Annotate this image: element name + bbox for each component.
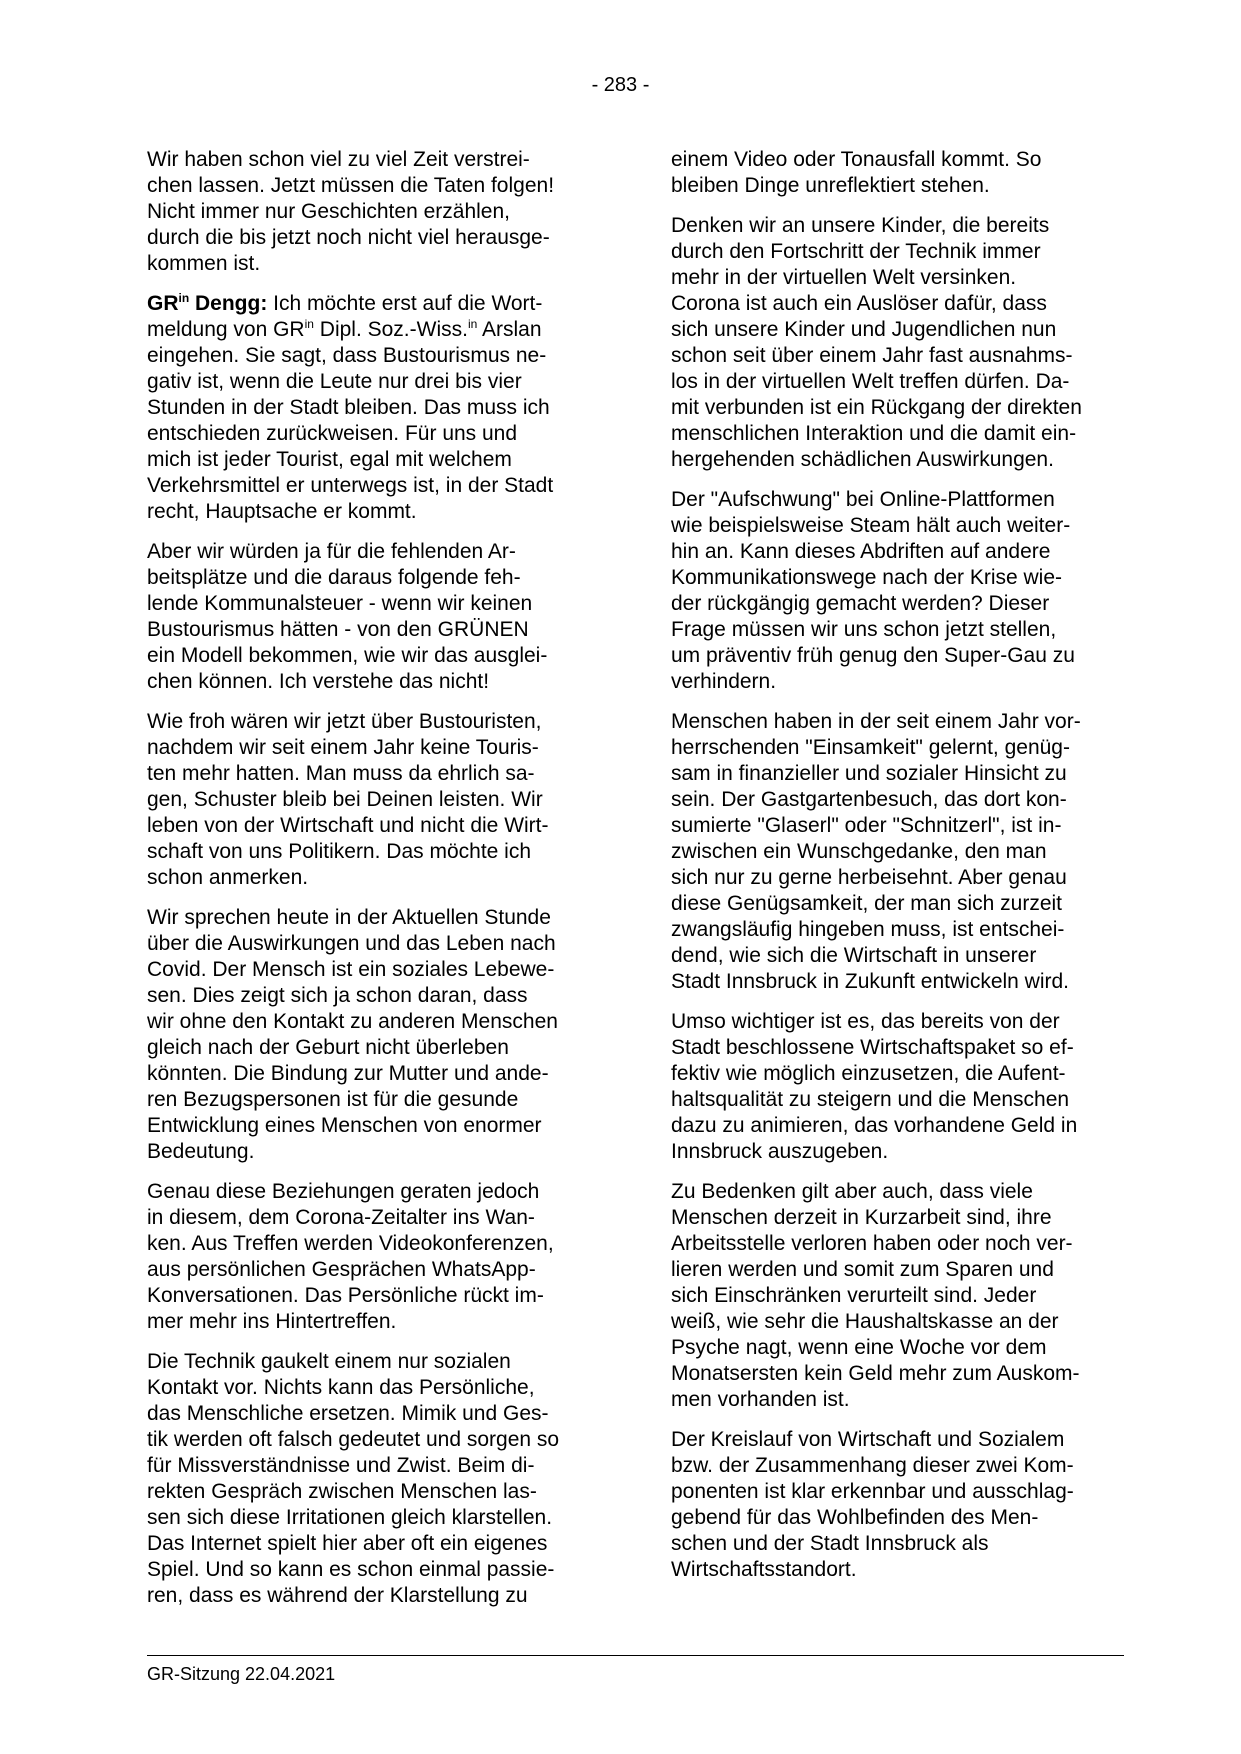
superscript: in (467, 317, 478, 331)
text-line: mehr in der virtuellen Welt versinken. (671, 266, 1017, 289)
text-line: Menschen derzeit in Kurzarbeit sind, ihre (671, 1206, 1052, 1229)
text-line: bzw. der Zusammenhang dieser zwei Kom- (671, 1454, 1074, 1477)
text-line: rekten Gespräch zwischen Menschen las- (147, 1480, 537, 1503)
text-line: Stadt beschlossene Wirtschaftspaket so ef- (671, 1036, 1074, 1059)
text-line: mit verbunden ist ein Rückgang der direkten (671, 396, 1082, 419)
text-line: weiß, wie sehr die Haushaltskasse an der (671, 1310, 1059, 1333)
footer-divider (147, 1655, 1124, 1656)
text-line: Die Technik gaukelt einem nur sozialen (147, 1350, 511, 1373)
footer-session-date: GR-Sitzung 22.04.2021 (147, 1664, 336, 1684)
text-line: in diesem, dem Corona-Zeitalter ins Wan- (147, 1206, 535, 1229)
text-line: chen lassen. Jetzt müssen die Taten folgen! (147, 174, 555, 197)
text-line: lende Kommunalsteuer - wenn wir keinen (147, 592, 533, 615)
text-line: Umso wichtiger ist es, das bereits von der (671, 1010, 1060, 1033)
paragraph (147, 539, 602, 695)
text-line: Konversationen. Das Persönliche rückt im- (147, 1284, 544, 1307)
text-line: durch den Fortschritt der Technik immer (671, 240, 1041, 263)
text-line: Wir haben schon viel zu viel Zeit verstrei- (147, 148, 530, 171)
text-line: der rückgängig gemacht werden? Dieser (671, 592, 1050, 615)
text-line: Genau diese Beziehungen geraten jedoch (147, 1180, 540, 1203)
text-line: Das Internet spielt hier aber oft ein eigenes (147, 1532, 548, 1555)
left-column (147, 147, 602, 1623)
text-line: einem Video oder Tonausfall kommt. So (671, 148, 1042, 171)
text-line: hin an. Kann dieses Abdriften auf andere (671, 540, 1051, 563)
text-line: Verkehrsmittel er unterwegs ist, in der Stadt (147, 474, 554, 497)
text-line: um präventiv früh genug den Super-Gau zu (671, 644, 1075, 667)
text-line: durch die bis jetzt noch nicht viel herausge- (147, 226, 550, 249)
text-line: aus persönlichen Gesprächen WhatsApp- (147, 1258, 536, 1281)
text-line: Monatsersten kein Geld mehr zum Auskom- (671, 1362, 1080, 1385)
text-line: schon anmerken. (147, 866, 309, 889)
text-line: dazu zu animieren, das vorhandene Geld in (671, 1114, 1078, 1137)
text-line: sich nur zu gerne herbeisehnt. Aber genau (671, 866, 1067, 889)
paragraph (671, 1179, 1126, 1413)
text-line: Der Kreislauf von Wirtschaft und Sozialem (671, 1428, 1065, 1451)
text-line (147, 317, 602, 343)
text-line: men vorhanden ist. (671, 1388, 850, 1411)
text-line: Nicht immer nur Geschichten erzählen, (147, 200, 510, 223)
text-line: Spiel. Und so kann es schon einmal passie- (147, 1558, 555, 1581)
speaker-surname: Dengg: (189, 292, 268, 315)
text-line: hergehenden schädlichen Auswirkungen. (671, 448, 1054, 471)
text-line: Psyche nagt, wenn eine Woche vor dem (671, 1336, 1047, 1359)
text-fragment: Dipl. Soz.-Wiss. (313, 318, 468, 341)
text-line: tik werden oft falsch gedeutet und sorgen so (147, 1428, 560, 1451)
text-line: Wie froh wären wir jetzt über Bustouristen, (147, 710, 542, 733)
text-line: gleich nach der Geburt nicht überleben (147, 1036, 509, 1059)
text-line: könnten. Die Bindung zur Mutter und ande- (147, 1062, 549, 1085)
text-line: menschlichen Interaktion und die damit ein- (671, 422, 1077, 445)
text-line: mer mehr ins Hintertreffen. (147, 1310, 397, 1333)
text-line: für Missverständnisse und Zwist. Beim di- (147, 1454, 535, 1477)
text-line: ken. Aus Treffen werden Videokonferenzen, (147, 1232, 554, 1255)
text-line: verhindern. (671, 670, 777, 693)
paragraph (147, 709, 602, 891)
text-line: gativ ist, wenn die Leute nur drei bis vier (147, 370, 522, 393)
text-line: Der "Aufschwung" bei Online-Plattformen (671, 488, 1055, 511)
text-line: zwischen ein Wunschgedanke, den man (671, 840, 1047, 863)
text-line: sumierte "Glaserl" oder "Schnitzerl", ist in- (671, 814, 1062, 837)
text-line: Stunden in der Stadt bleiben. Das muss ich (147, 396, 550, 419)
superscript: in (304, 317, 314, 331)
text-line: beitsplätze und die daraus folgende feh- (147, 566, 521, 589)
text-line: sen. Dies zeigt sich ja schon daran, dass (147, 984, 528, 1007)
text-line: kommen ist. (147, 252, 261, 275)
text-line: Stadt Innsbruck in Zukunft entwickeln wird. (671, 970, 1070, 993)
text-line: Corona ist auch ein Auslöser dafür, dass (671, 292, 1047, 315)
paragraph (147, 1179, 602, 1335)
text-line: Zu Bedenken gilt aber auch, dass viele (671, 1180, 1033, 1203)
text-line: schon seit über einem Jahr fast ausnahms- (671, 344, 1073, 367)
text-line: Bustourismus hätten - von den GRÜNEN (147, 618, 529, 641)
paragraph (671, 213, 1126, 473)
text-line: sich unsere Kinder und Jugendlichen nun (671, 318, 1057, 341)
text-line: wie beispielsweise Steam hält auch weiter- (671, 514, 1071, 537)
text-line: nachdem wir seit einem Jahr keine Touris- (147, 736, 539, 759)
text-line: Bedeutung. (147, 1140, 255, 1163)
text-line: fektiv wie möglich einzusetzen, die Aufent- (671, 1062, 1066, 1085)
text-line: sam in finanzieller und sozialer Hinsicht zu (671, 762, 1067, 785)
text-line: los in der virtuellen Welt treffen dürfen. Da- (671, 370, 1070, 393)
text-line: herrschenden "Einsamkeit" gelernt, genüg- (671, 736, 1070, 759)
text-line: chen können. Ich verstehe das nicht! (147, 670, 490, 693)
text-line: über die Auswirkungen und das Leben nach (147, 932, 556, 955)
text-fragment: Arslan (477, 318, 542, 341)
paragraph (671, 487, 1126, 695)
text-line: Kontakt vor. Nichts kann das Persönliche, (147, 1376, 535, 1399)
text-line: Innsbruck auszugeben. (671, 1140, 889, 1163)
text-line: Covid. Der Mensch ist ein soziales Lebewe- (147, 958, 555, 981)
text-line: lieren werden und somit zum Sparen und (671, 1258, 1054, 1281)
paragraph (147, 905, 602, 1165)
text-line: entschieden zurückweisen. Für uns und (147, 422, 518, 445)
text-line: haltsqualität zu steigern und die Menschen (671, 1088, 1070, 1111)
text-line (147, 291, 602, 317)
text-fragment: Ich möchte erst auf die Wort- (267, 292, 543, 315)
text-line: zwangsläufig hingeben muss, ist entschei- (671, 918, 1065, 941)
text-line: Wirtschaftsstandort. (671, 1558, 857, 1581)
text-line: leben von der Wirtschaft und nicht die Wirt- (147, 814, 549, 837)
text-line: das Menschliche ersetzen. Mimik und Ges- (147, 1402, 549, 1425)
text-line: bleiben Dinge unreflektiert stehen. (671, 174, 990, 197)
text-line: schaft von uns Politikern. Das möchte ich (147, 840, 532, 863)
text-line: Kommunikationswege nach der Krise wie- (671, 566, 1063, 589)
text-line: dend, wie sich die Wirtschaft in unserer (671, 944, 1037, 967)
text-line: gebend für das Wohlbefinden des Men- (671, 1506, 1039, 1529)
text-line: diese Genügsamkeit, der man sich zurzeit (671, 892, 1063, 915)
paragraph (147, 1349, 602, 1609)
text-line: sein. Der Gastgartenbesuch, das dort kon- (671, 788, 1067, 811)
paragraph (147, 147, 602, 277)
speaker-paragraph (147, 291, 602, 525)
text-line: wir ohne den Kontakt zu anderen Menschen (147, 1010, 558, 1033)
text-line: eingehen. Sie sagt, dass Bustourismus ne- (147, 344, 547, 367)
text-line: gen, Schuster bleib bei Deinen leisten. Wir (147, 788, 543, 811)
text-line: Arbeitsstelle verloren haben oder noch ver- (671, 1232, 1073, 1255)
speaker-sup: in (178, 291, 190, 305)
text-line: ponenten ist klar erkennbar und ausschlag- (671, 1480, 1074, 1503)
paragraph (671, 1427, 1126, 1583)
paragraph (671, 147, 1126, 199)
text-fragment: meldung von GR (147, 318, 305, 341)
speaker-abbr: GR (147, 292, 179, 315)
text-line: sen sich diese Irritationen gleich klarstellen. (147, 1506, 553, 1529)
text-line: Entwicklung eines Menschen von enormer (147, 1114, 542, 1137)
text-line: Denken wir an unsere Kinder, die bereits (671, 214, 1050, 237)
text-line: schen und der Stadt Innsbruck als (671, 1532, 989, 1555)
text-line: sich Einschränken verurteilt sind. Jeder (671, 1284, 1037, 1307)
paragraph (671, 709, 1126, 995)
text-line: Menschen haben in der seit einem Jahr vor- (671, 710, 1081, 733)
text-line: ein Modell bekommen, wie wir das ausglei- (147, 644, 548, 667)
speaker-name (147, 292, 267, 315)
text-line: Aber wir würden ja für die fehlenden Ar- (147, 540, 516, 563)
text-line: ten mehr hatten. Man muss da ehrlich sa- (147, 762, 535, 785)
text-line: mich ist jeder Tourist, egal mit welchem (147, 448, 512, 471)
text-line: recht, Hauptsache er kommt. (147, 500, 417, 523)
paragraph (671, 1009, 1126, 1165)
text-line: Wir sprechen heute in der Aktuellen Stunde (147, 906, 551, 929)
right-column (671, 147, 1126, 1597)
text-line: ren, dass es während der Klarstellung zu (147, 1584, 528, 1607)
text-line: Frage müssen wir uns schon jetzt stellen, (671, 618, 1057, 641)
text-line: ren Bezugspersonen ist für die gesunde (147, 1088, 519, 1111)
page-number: - 283 - (591, 74, 650, 96)
